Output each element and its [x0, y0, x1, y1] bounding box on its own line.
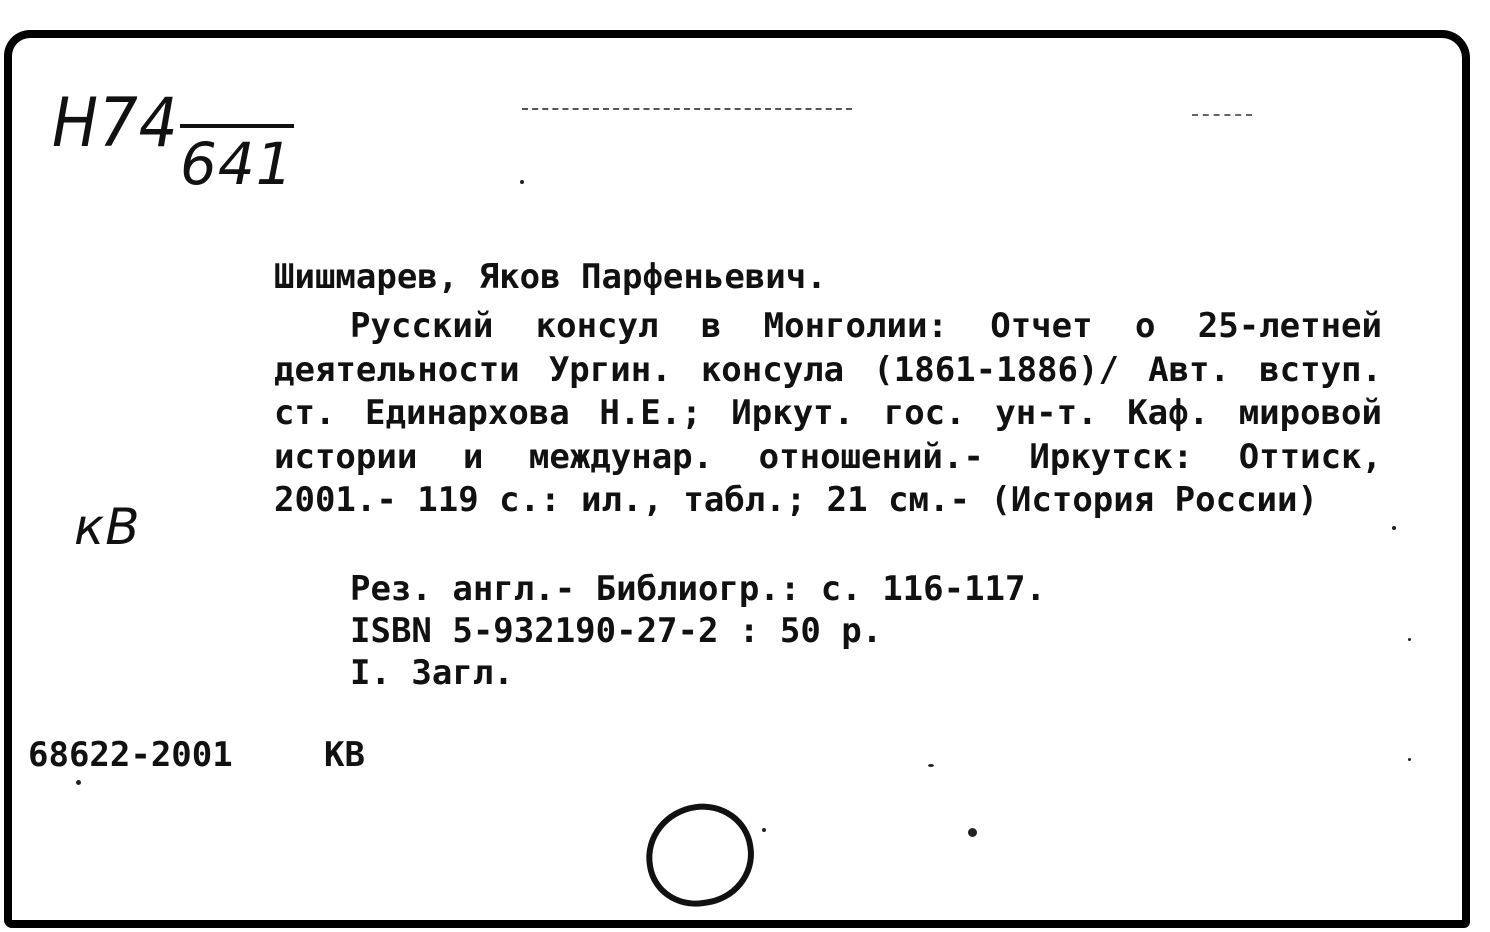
tracing-entry: I. Загл. [350, 653, 514, 693]
accession-number: 68622-2001 [28, 735, 233, 775]
catalog-card [4, 30, 1470, 928]
isbn-price: ISBN 5-932190-27-2 : 50 р. [350, 611, 883, 651]
author-heading: Шишмарев, Яков Парфеньевич. [274, 257, 827, 297]
speck [928, 764, 934, 767]
speck [520, 180, 524, 184]
call-number-main: Н74 [52, 84, 179, 163]
punch-hole [639, 797, 760, 913]
speck [762, 828, 766, 832]
speck [1408, 638, 1411, 641]
summary-note: Рез. англ.- Библиогр.: с. 116-117. [350, 569, 1046, 609]
faint-dashed-line-short [1192, 114, 1252, 116]
location-mark: кВ [74, 498, 141, 556]
speck [968, 828, 977, 837]
footer-code: КВ [324, 735, 365, 775]
title-statement: Русский консул в Монголии: Отчет о 25-летней деятельности Ургин. консула (1861-1886)/ Авт. вступ. ст. Единархова Н.Е.; Иркут. гос. ун-т. Каф. мировой истории и междунар. отношений.- Иркутск: Оттиск, 2001.- 119 с.: ил., табл.; 21 см.- (История России) [274, 306, 1382, 520]
faint-dashed-line [522, 108, 852, 110]
speck [1392, 526, 1396, 530]
speck [1408, 758, 1411, 761]
call-number-sub: 641 [180, 124, 294, 198]
speck [76, 780, 81, 785]
